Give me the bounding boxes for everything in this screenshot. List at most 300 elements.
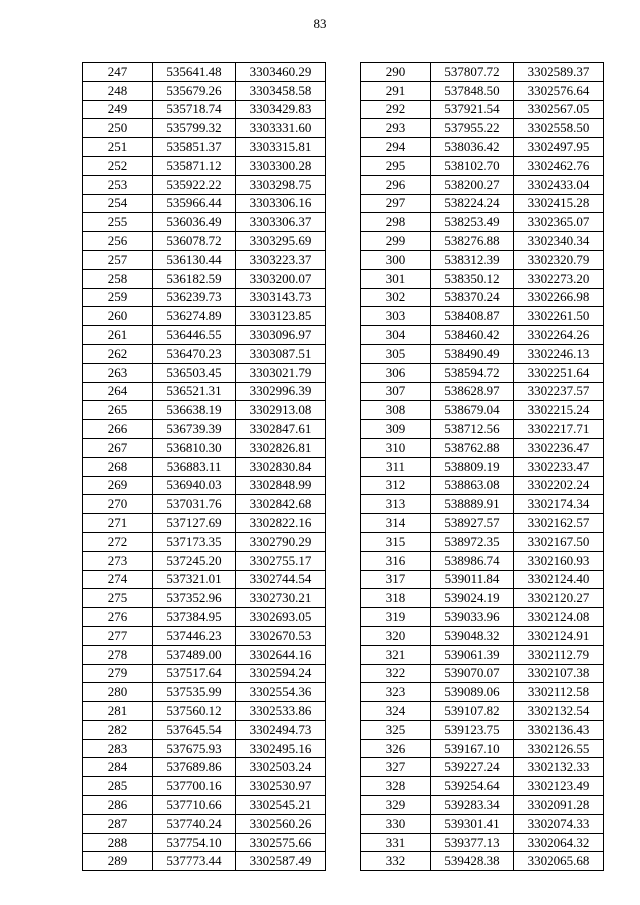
x-coordinate-cell: 537710.66	[153, 796, 236, 815]
y-coordinate-cell: 3302136.43	[514, 720, 604, 739]
y-coordinate-cell: 3302266.98	[514, 288, 604, 307]
table-row	[83, 570, 326, 589]
point-number-cell: 309	[361, 420, 431, 439]
table-row	[83, 81, 326, 100]
point-number-cell: 255	[83, 213, 153, 232]
y-coordinate-cell: 3302530.97	[236, 777, 326, 796]
table-row	[361, 438, 604, 457]
x-coordinate-cell: 537700.16	[153, 777, 236, 796]
x-coordinate-cell: 539033.96	[431, 608, 514, 627]
x-coordinate-cell: 538986.74	[431, 551, 514, 570]
table-row	[361, 138, 604, 157]
point-number-cell: 253	[83, 175, 153, 194]
y-coordinate-cell: 3303143.73	[236, 288, 326, 307]
y-coordinate-cell: 3302415.28	[514, 194, 604, 213]
point-number-cell: 281	[83, 702, 153, 721]
y-coordinate-cell: 3302848.99	[236, 476, 326, 495]
y-coordinate-cell: 3302575.66	[236, 833, 326, 852]
x-coordinate-cell: 536446.55	[153, 326, 236, 345]
x-coordinate-cell: 538224.24	[431, 194, 514, 213]
table-row	[83, 269, 326, 288]
table-row	[361, 420, 604, 439]
point-number-cell: 274	[83, 570, 153, 589]
x-coordinate-cell: 536503.45	[153, 363, 236, 382]
y-coordinate-cell: 3302554.36	[236, 683, 326, 702]
table-row	[361, 119, 604, 138]
x-coordinate-cell: 536078.72	[153, 232, 236, 251]
point-number-cell: 302	[361, 288, 431, 307]
y-coordinate-cell: 3302091.28	[514, 796, 604, 815]
y-coordinate-cell: 3303429.83	[236, 100, 326, 119]
y-coordinate-cell: 3302503.24	[236, 758, 326, 777]
point-number-cell: 267	[83, 438, 153, 457]
point-number-cell: 324	[361, 702, 431, 721]
x-coordinate-cell: 538762.88	[431, 438, 514, 457]
y-coordinate-cell: 3302826.81	[236, 438, 326, 457]
x-coordinate-cell: 537807.72	[431, 63, 514, 82]
point-number-cell: 330	[361, 814, 431, 833]
table-row	[361, 194, 604, 213]
y-coordinate-cell: 3303021.79	[236, 363, 326, 382]
y-coordinate-cell: 3302233.47	[514, 457, 604, 476]
table-row	[83, 363, 326, 382]
point-number-cell: 254	[83, 194, 153, 213]
x-coordinate-cell: 539070.07	[431, 664, 514, 683]
y-coordinate-cell: 3302693.05	[236, 608, 326, 627]
point-number-cell: 294	[361, 138, 431, 157]
point-number-cell: 297	[361, 194, 431, 213]
point-number-cell: 323	[361, 683, 431, 702]
point-number-cell: 272	[83, 532, 153, 551]
point-number-cell: 319	[361, 608, 431, 627]
x-coordinate-cell: 535799.32	[153, 119, 236, 138]
x-coordinate-cell: 538102.70	[431, 156, 514, 175]
y-coordinate-cell: 3303096.97	[236, 326, 326, 345]
point-number-cell: 295	[361, 156, 431, 175]
x-coordinate-cell: 537446.23	[153, 626, 236, 645]
point-number-cell: 325	[361, 720, 431, 739]
y-coordinate-cell: 3302670.53	[236, 626, 326, 645]
y-coordinate-cell: 3302494.73	[236, 720, 326, 739]
coordinates-table-body	[83, 63, 326, 871]
x-coordinate-cell: 538370.24	[431, 288, 514, 307]
point-number-cell: 312	[361, 476, 431, 495]
y-coordinate-cell: 3302365.07	[514, 213, 604, 232]
point-number-cell: 252	[83, 156, 153, 175]
table-row	[83, 138, 326, 157]
table-row	[361, 81, 604, 100]
point-number-cell: 250	[83, 119, 153, 138]
y-coordinate-cell: 3302644.16	[236, 645, 326, 664]
point-number-cell: 318	[361, 589, 431, 608]
table-row	[361, 269, 604, 288]
table-row	[83, 420, 326, 439]
table-row	[361, 63, 604, 82]
point-number-cell: 316	[361, 551, 431, 570]
table-row	[83, 702, 326, 721]
x-coordinate-cell: 536182.59	[153, 269, 236, 288]
point-number-cell: 305	[361, 344, 431, 363]
point-number-cell: 257	[83, 250, 153, 269]
point-number-cell: 289	[83, 852, 153, 871]
x-coordinate-cell: 537245.20	[153, 551, 236, 570]
x-coordinate-cell: 537031.76	[153, 495, 236, 514]
y-coordinate-cell: 3302064.32	[514, 833, 604, 852]
table-row	[83, 194, 326, 213]
table-row	[83, 401, 326, 420]
point-number-cell: 320	[361, 626, 431, 645]
table-row	[361, 213, 604, 232]
y-coordinate-cell: 3302107.38	[514, 664, 604, 683]
point-number-cell: 279	[83, 664, 153, 683]
table-row	[83, 213, 326, 232]
x-coordinate-cell: 535922.22	[153, 175, 236, 194]
point-number-cell: 276	[83, 608, 153, 627]
point-number-cell: 266	[83, 420, 153, 439]
x-coordinate-cell: 538628.97	[431, 382, 514, 401]
table-row	[83, 589, 326, 608]
y-coordinate-cell: 3302495.16	[236, 739, 326, 758]
x-coordinate-cell: 536810.30	[153, 438, 236, 457]
y-coordinate-cell: 3303123.85	[236, 307, 326, 326]
x-coordinate-cell: 537689.86	[153, 758, 236, 777]
table-row	[361, 232, 604, 251]
table-row	[361, 363, 604, 382]
point-number-cell: 288	[83, 833, 153, 852]
table-row	[361, 664, 604, 683]
point-number-cell: 284	[83, 758, 153, 777]
y-coordinate-cell: 3303458.58	[236, 81, 326, 100]
point-number-cell: 307	[361, 382, 431, 401]
table-row	[361, 683, 604, 702]
point-number-cell: 286	[83, 796, 153, 815]
coordinates-table-body	[361, 63, 604, 871]
table-row	[361, 777, 604, 796]
y-coordinate-cell: 3302996.39	[236, 382, 326, 401]
x-coordinate-cell: 539254.64	[431, 777, 514, 796]
table-row	[361, 739, 604, 758]
x-coordinate-cell: 537173.35	[153, 532, 236, 551]
table-row	[83, 344, 326, 363]
x-coordinate-cell: 536470.23	[153, 344, 236, 363]
table-row	[83, 175, 326, 194]
x-coordinate-cell: 536036.49	[153, 213, 236, 232]
table-row	[361, 645, 604, 664]
table-row	[83, 626, 326, 645]
table-row	[361, 720, 604, 739]
x-coordinate-cell: 538927.57	[431, 514, 514, 533]
y-coordinate-cell: 3303298.75	[236, 175, 326, 194]
table-row	[83, 63, 326, 82]
point-number-cell: 258	[83, 269, 153, 288]
point-number-cell: 285	[83, 777, 153, 796]
table-row	[361, 551, 604, 570]
x-coordinate-cell: 538594.72	[431, 363, 514, 382]
point-number-cell: 292	[361, 100, 431, 119]
table-row	[83, 326, 326, 345]
point-number-cell: 287	[83, 814, 153, 833]
y-coordinate-cell: 3303087.51	[236, 344, 326, 363]
y-coordinate-cell: 3302264.26	[514, 326, 604, 345]
y-coordinate-cell: 3302174.34	[514, 495, 604, 514]
x-coordinate-cell: 537384.95	[153, 608, 236, 627]
point-number-cell: 262	[83, 344, 153, 363]
point-number-cell: 280	[83, 683, 153, 702]
x-coordinate-cell: 537560.12	[153, 702, 236, 721]
point-number-cell: 264	[83, 382, 153, 401]
table-row	[361, 514, 604, 533]
table-row	[361, 457, 604, 476]
x-coordinate-cell: 537773.44	[153, 852, 236, 871]
table-row	[361, 307, 604, 326]
table-row	[361, 532, 604, 551]
point-number-cell: 303	[361, 307, 431, 326]
x-coordinate-cell: 539283.34	[431, 796, 514, 815]
y-coordinate-cell: 3302340.34	[514, 232, 604, 251]
y-coordinate-cell: 3302273.20	[514, 269, 604, 288]
x-coordinate-cell: 538460.42	[431, 326, 514, 345]
table-row	[361, 476, 604, 495]
x-coordinate-cell: 538863.08	[431, 476, 514, 495]
table-row	[361, 382, 604, 401]
point-number-cell: 321	[361, 645, 431, 664]
coordinates-table-right	[360, 62, 604, 871]
table-row	[83, 852, 326, 871]
table-row	[361, 344, 604, 363]
table-row	[83, 664, 326, 683]
x-coordinate-cell: 538490.49	[431, 344, 514, 363]
table-row	[361, 589, 604, 608]
x-coordinate-cell: 537517.64	[153, 664, 236, 683]
point-number-cell: 251	[83, 138, 153, 157]
table-row	[83, 645, 326, 664]
y-coordinate-cell: 3302112.79	[514, 645, 604, 664]
x-coordinate-cell: 539123.75	[431, 720, 514, 739]
table-row	[361, 401, 604, 420]
point-number-cell: 278	[83, 645, 153, 664]
y-coordinate-cell: 3302261.50	[514, 307, 604, 326]
x-coordinate-cell: 536274.89	[153, 307, 236, 326]
table-row	[83, 777, 326, 796]
point-number-cell: 327	[361, 758, 431, 777]
x-coordinate-cell: 538312.39	[431, 250, 514, 269]
table-row	[361, 608, 604, 627]
y-coordinate-cell: 3302126.55	[514, 739, 604, 758]
point-number-cell: 298	[361, 213, 431, 232]
table-row	[361, 175, 604, 194]
table-row	[83, 814, 326, 833]
y-coordinate-cell: 3302124.91	[514, 626, 604, 645]
y-coordinate-cell: 3303315.81	[236, 138, 326, 157]
table-row	[83, 608, 326, 627]
x-coordinate-cell: 539024.19	[431, 589, 514, 608]
y-coordinate-cell: 3302830.84	[236, 457, 326, 476]
table-row	[361, 250, 604, 269]
x-coordinate-cell: 535679.26	[153, 81, 236, 100]
point-number-cell: 293	[361, 119, 431, 138]
table-row	[83, 495, 326, 514]
y-coordinate-cell: 3302545.21	[236, 796, 326, 815]
point-number-cell: 283	[83, 739, 153, 758]
x-coordinate-cell: 538276.88	[431, 232, 514, 251]
x-coordinate-cell: 539167.10	[431, 739, 514, 758]
y-coordinate-cell: 3303460.29	[236, 63, 326, 82]
table-row	[83, 720, 326, 739]
x-coordinate-cell: 538036.42	[431, 138, 514, 157]
table-row	[361, 814, 604, 833]
y-coordinate-cell: 3303306.37	[236, 213, 326, 232]
y-coordinate-cell: 3302560.26	[236, 814, 326, 833]
y-coordinate-cell: 3302124.40	[514, 570, 604, 589]
y-coordinate-cell: 3302462.76	[514, 156, 604, 175]
point-number-cell: 311	[361, 457, 431, 476]
x-coordinate-cell: 537675.93	[153, 739, 236, 758]
y-coordinate-cell: 3302755.17	[236, 551, 326, 570]
x-coordinate-cell: 537321.01	[153, 570, 236, 589]
y-coordinate-cell: 3303295.69	[236, 232, 326, 251]
point-number-cell: 277	[83, 626, 153, 645]
y-coordinate-cell: 3302822.16	[236, 514, 326, 533]
point-number-cell: 249	[83, 100, 153, 119]
point-number-cell: 317	[361, 570, 431, 589]
x-coordinate-cell: 536940.03	[153, 476, 236, 495]
y-coordinate-cell: 3302533.86	[236, 702, 326, 721]
y-coordinate-cell: 3302065.68	[514, 852, 604, 871]
point-number-cell: 268	[83, 457, 153, 476]
x-coordinate-cell: 535966.44	[153, 194, 236, 213]
point-number-cell: 304	[361, 326, 431, 345]
point-number-cell: 265	[83, 401, 153, 420]
y-coordinate-cell: 3302215.24	[514, 401, 604, 420]
table-row	[83, 438, 326, 457]
x-coordinate-cell: 537955.22	[431, 119, 514, 138]
point-number-cell: 263	[83, 363, 153, 382]
point-number-cell: 314	[361, 514, 431, 533]
x-coordinate-cell: 538889.91	[431, 495, 514, 514]
table-row	[83, 476, 326, 495]
y-coordinate-cell: 3303200.07	[236, 269, 326, 288]
coordinates-table-left	[82, 62, 326, 871]
point-number-cell: 247	[83, 63, 153, 82]
x-coordinate-cell: 539089.06	[431, 683, 514, 702]
table-row	[361, 852, 604, 871]
x-coordinate-cell: 536883.11	[153, 457, 236, 476]
table-row	[83, 796, 326, 815]
x-coordinate-cell: 537754.10	[153, 833, 236, 852]
table-row	[361, 495, 604, 514]
x-coordinate-cell: 538972.35	[431, 532, 514, 551]
x-coordinate-cell: 539061.39	[431, 645, 514, 664]
y-coordinate-cell: 3302112.58	[514, 683, 604, 702]
table-row	[83, 833, 326, 852]
x-coordinate-cell: 537535.99	[153, 683, 236, 702]
y-coordinate-cell: 3302202.24	[514, 476, 604, 495]
y-coordinate-cell: 3303223.37	[236, 250, 326, 269]
table-row	[83, 683, 326, 702]
table-row	[361, 626, 604, 645]
point-number-cell: 313	[361, 495, 431, 514]
table-row	[83, 250, 326, 269]
point-number-cell: 299	[361, 232, 431, 251]
y-coordinate-cell: 3302842.68	[236, 495, 326, 514]
point-number-cell: 301	[361, 269, 431, 288]
y-coordinate-cell: 3302847.61	[236, 420, 326, 439]
y-coordinate-cell: 3303300.28	[236, 156, 326, 175]
y-coordinate-cell: 3302567.05	[514, 100, 604, 119]
point-number-cell: 329	[361, 796, 431, 815]
x-coordinate-cell: 536638.19	[153, 401, 236, 420]
point-number-cell: 260	[83, 307, 153, 326]
table-row	[83, 532, 326, 551]
x-coordinate-cell: 539227.24	[431, 758, 514, 777]
x-coordinate-cell: 538679.04	[431, 401, 514, 420]
x-coordinate-cell: 536239.73	[153, 288, 236, 307]
x-coordinate-cell: 535871.12	[153, 156, 236, 175]
table-row	[83, 100, 326, 119]
table-row	[361, 156, 604, 175]
y-coordinate-cell: 3302589.37	[514, 63, 604, 82]
y-coordinate-cell: 3302167.50	[514, 532, 604, 551]
point-number-cell: 326	[361, 739, 431, 758]
x-coordinate-cell: 539301.41	[431, 814, 514, 833]
y-coordinate-cell: 3302320.79	[514, 250, 604, 269]
y-coordinate-cell: 3302246.13	[514, 344, 604, 363]
x-coordinate-cell: 539048.32	[431, 626, 514, 645]
point-number-cell: 332	[361, 852, 431, 871]
x-coordinate-cell: 539428.38	[431, 852, 514, 871]
y-coordinate-cell: 3302576.64	[514, 81, 604, 100]
y-coordinate-cell: 3302237.57	[514, 382, 604, 401]
point-number-cell: 256	[83, 232, 153, 251]
table-row	[361, 100, 604, 119]
y-coordinate-cell: 3302217.71	[514, 420, 604, 439]
point-number-cell: 296	[361, 175, 431, 194]
point-number-cell: 300	[361, 250, 431, 269]
point-number-cell: 308	[361, 401, 431, 420]
x-coordinate-cell: 537921.54	[431, 100, 514, 119]
point-number-cell: 273	[83, 551, 153, 570]
point-number-cell: 315	[361, 532, 431, 551]
y-coordinate-cell: 3302587.49	[236, 852, 326, 871]
x-coordinate-cell: 538253.49	[431, 213, 514, 232]
x-coordinate-cell: 539011.84	[431, 570, 514, 589]
y-coordinate-cell: 3302744.54	[236, 570, 326, 589]
table-row	[83, 551, 326, 570]
table-row	[83, 739, 326, 758]
x-coordinate-cell: 538408.87	[431, 307, 514, 326]
point-number-cell: 322	[361, 664, 431, 683]
table-row	[83, 119, 326, 138]
table-row	[83, 288, 326, 307]
x-coordinate-cell: 536130.44	[153, 250, 236, 269]
x-coordinate-cell: 536521.31	[153, 382, 236, 401]
y-coordinate-cell: 3302433.04	[514, 175, 604, 194]
y-coordinate-cell: 3302162.57	[514, 514, 604, 533]
point-number-cell: 306	[361, 363, 431, 382]
y-coordinate-cell: 3302123.49	[514, 777, 604, 796]
table-row	[83, 307, 326, 326]
point-number-cell: 269	[83, 476, 153, 495]
table-row	[83, 457, 326, 476]
y-coordinate-cell: 3302120.27	[514, 589, 604, 608]
point-number-cell: 290	[361, 63, 431, 82]
x-coordinate-cell: 538200.27	[431, 175, 514, 194]
x-coordinate-cell: 537740.24	[153, 814, 236, 833]
x-coordinate-cell: 538809.19	[431, 457, 514, 476]
table-row	[83, 156, 326, 175]
point-number-cell: 328	[361, 777, 431, 796]
x-coordinate-cell: 539377.13	[431, 833, 514, 852]
